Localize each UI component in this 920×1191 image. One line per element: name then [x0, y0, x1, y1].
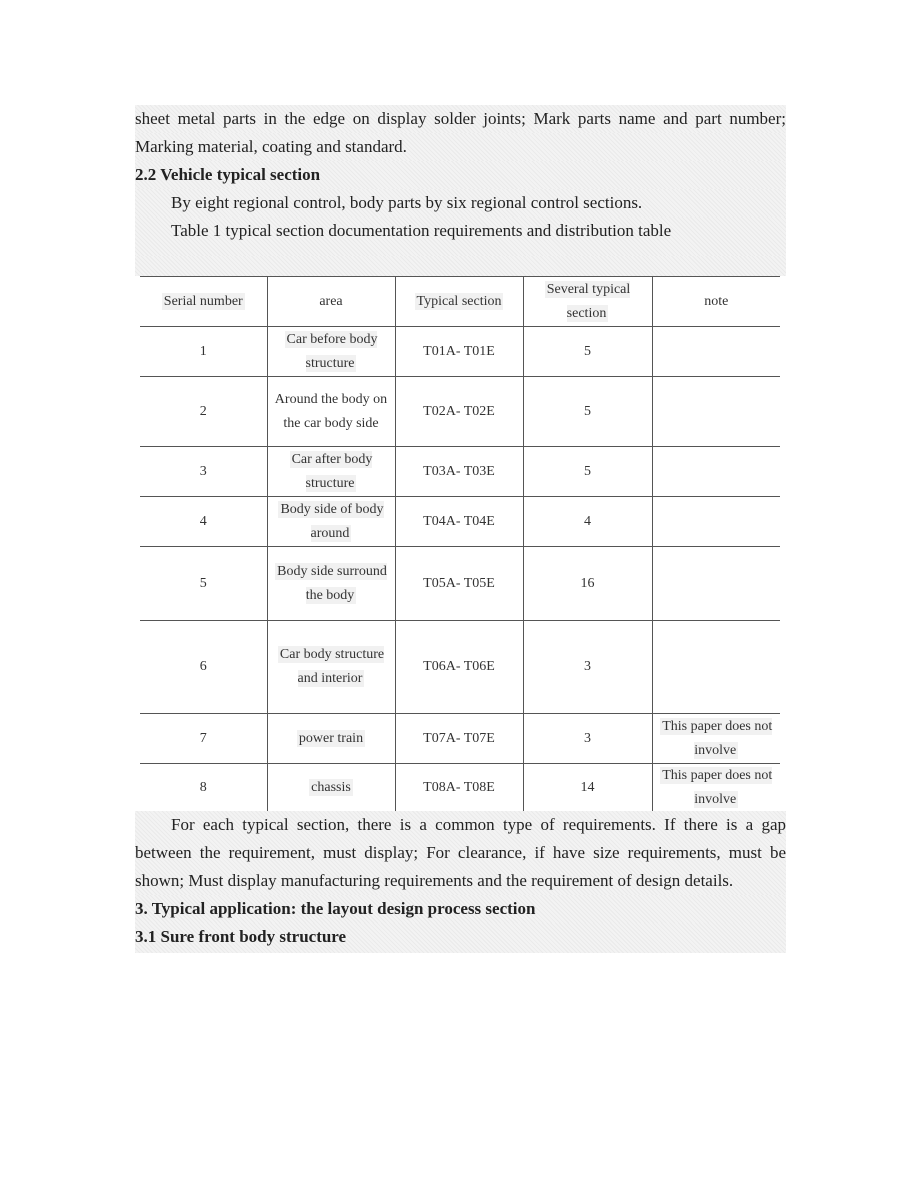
table-row — [140, 497, 780, 547]
cell-note — [652, 497, 780, 547]
cell-serial: 5 — [140, 547, 267, 621]
table-row — [140, 327, 780, 377]
cell-note: This paper does not involve — [652, 714, 780, 764]
table-caption: Table 1 typical section documentation requirements and distribution table — [135, 217, 786, 256]
section-3-heading: 3. Typical application: the layout design process section — [135, 895, 786, 923]
header-note: note — [652, 277, 780, 327]
cell-section: T04A- T04E — [395, 497, 523, 547]
cell-area: Car body structure and interior — [267, 621, 395, 714]
table-header-row — [140, 277, 780, 327]
cell-area: power train — [267, 714, 395, 764]
cell-count: 5 — [523, 327, 652, 377]
cell-count: 16 — [523, 547, 652, 621]
cell-section: T07A- T07E — [395, 714, 523, 764]
intro-line-2: Marking material, coating and standard. — [135, 133, 786, 161]
cell-area: Car after body structure — [267, 447, 395, 497]
cell-note — [652, 621, 780, 714]
cell-count: 5 — [523, 447, 652, 497]
section-distribution-table — [140, 276, 780, 813]
cell-note — [652, 377, 780, 447]
cell-serial: 7 — [140, 714, 267, 764]
caption-spacer — [135, 256, 786, 276]
table-row — [140, 764, 780, 813]
cell-count: 4 — [523, 497, 652, 547]
section-2-2-paragraph: By eight regional control, body parts by six regional control sections. — [135, 189, 786, 217]
cell-count: 3 — [523, 621, 652, 714]
cell-note — [652, 547, 780, 621]
cell-serial: 6 — [140, 621, 267, 714]
cell-section: T02A- T02E — [395, 377, 523, 447]
cell-note: This paper does not involve — [652, 764, 780, 813]
cell-section: T05A- T05E — [395, 547, 523, 621]
cell-serial: 1 — [140, 327, 267, 377]
table-row — [140, 447, 780, 497]
table-row — [140, 547, 780, 621]
cell-serial: 8 — [140, 764, 267, 813]
header-serial-number: Serial number — [140, 277, 267, 327]
table-row — [140, 714, 780, 764]
intro-line-1: sheet metal parts in the edge on display solder joints; Mark parts name and part number; — [135, 105, 786, 133]
table-row — [140, 377, 780, 447]
cell-count: 5 — [523, 377, 652, 447]
table-row — [140, 621, 780, 714]
after-table-paragraph: For each typical section, there is a common type of requirements. If there is a gap between the requirement, must display; For clearance, if have size requirements, must be shown; Must display manufacturing requirements and the requirement of design details. — [135, 811, 786, 895]
section-3-1-heading: 3.1 Sure front body structure — [135, 923, 786, 953]
cell-area: Around the body on the car body side — [267, 377, 395, 447]
cell-area: Body side surround the body — [267, 547, 395, 621]
cell-area: Car before body structure — [267, 327, 395, 377]
header-several-typical-section: Several typical section — [523, 277, 652, 327]
cell-count: 14 — [523, 764, 652, 813]
cell-section: T01A- T01E — [395, 327, 523, 377]
cell-area: Body side of body around — [267, 497, 395, 547]
header-typical-section: Typical section — [395, 277, 523, 327]
cell-area: chassis — [267, 764, 395, 813]
cell-count: 3 — [523, 714, 652, 764]
cell-serial: 4 — [140, 497, 267, 547]
cell-note — [652, 327, 780, 377]
cell-section: T03A- T03E — [395, 447, 523, 497]
cell-section: T06A- T06E — [395, 621, 523, 714]
cell-note — [652, 447, 780, 497]
cell-section: T08A- T08E — [395, 764, 523, 813]
section-2-2-heading: 2.2 Vehicle typical section — [135, 161, 786, 189]
cell-serial: 3 — [140, 447, 267, 497]
header-area: area — [267, 277, 395, 327]
cell-serial: 2 — [140, 377, 267, 447]
